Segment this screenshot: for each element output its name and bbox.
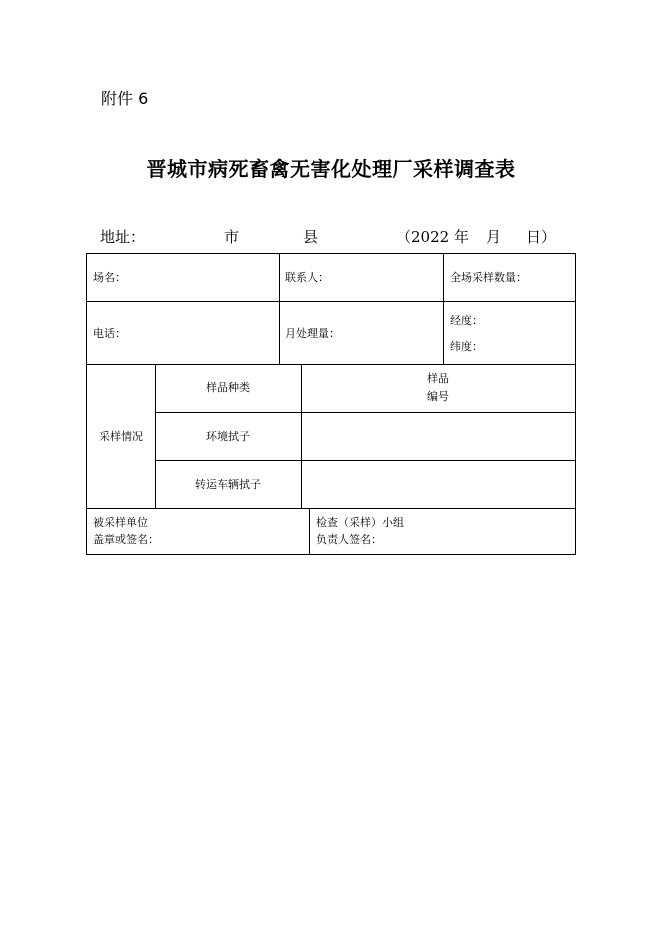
sampled-unit-label-line1: 被采样单位 xyxy=(93,516,148,529)
row-divider xyxy=(155,412,575,413)
sampled-unit-label-line2: 盖章或签名： xyxy=(93,533,159,546)
contact-label: 联系人： xyxy=(285,271,329,284)
address-label: 地址： xyxy=(100,228,146,246)
row-divider xyxy=(155,460,575,461)
row-divider xyxy=(87,301,575,302)
latitude-label: 纬度： xyxy=(450,340,483,353)
col-divider xyxy=(443,254,444,364)
col-divider xyxy=(279,254,280,364)
address-county: 县 xyxy=(303,228,319,246)
row-divider xyxy=(87,364,575,365)
total-samples-label: 全场采样数量： xyxy=(450,271,527,284)
col-divider xyxy=(309,508,310,554)
address-date-month: 月 xyxy=(486,228,502,246)
address-date-day: 日） xyxy=(526,228,557,246)
farm-name-label: 场名： xyxy=(93,271,126,284)
sample-type-header: 样品种类 xyxy=(206,381,250,394)
sample-number-header-line1: 样品 xyxy=(427,372,449,385)
inspector-label-line1: 检查（采样）小组 xyxy=(316,516,404,529)
monthly-volume-label: 月处理量： xyxy=(285,327,340,340)
sample-number-header-line2: 编号 xyxy=(427,390,449,403)
sampling-survey-table xyxy=(86,253,576,555)
sampling-status-label: 采样情况 xyxy=(99,430,143,443)
phone-label: 电话： xyxy=(93,327,126,340)
address-date-year: （2022 年 xyxy=(396,228,469,246)
address-city: 市 xyxy=(224,228,240,246)
inspector-label-line2: 负责人签名： xyxy=(316,533,382,546)
form-title: 晋城市病死畜禽无害化处理厂采样调查表 xyxy=(146,157,516,181)
vehicle-swab-label: 转运车辆拭子 xyxy=(195,478,261,491)
attachment-label: 附件 6 xyxy=(101,89,149,108)
row-divider xyxy=(87,508,575,509)
environment-swab-label: 环境拭子 xyxy=(206,430,250,443)
longitude-label: 经度： xyxy=(450,314,483,327)
